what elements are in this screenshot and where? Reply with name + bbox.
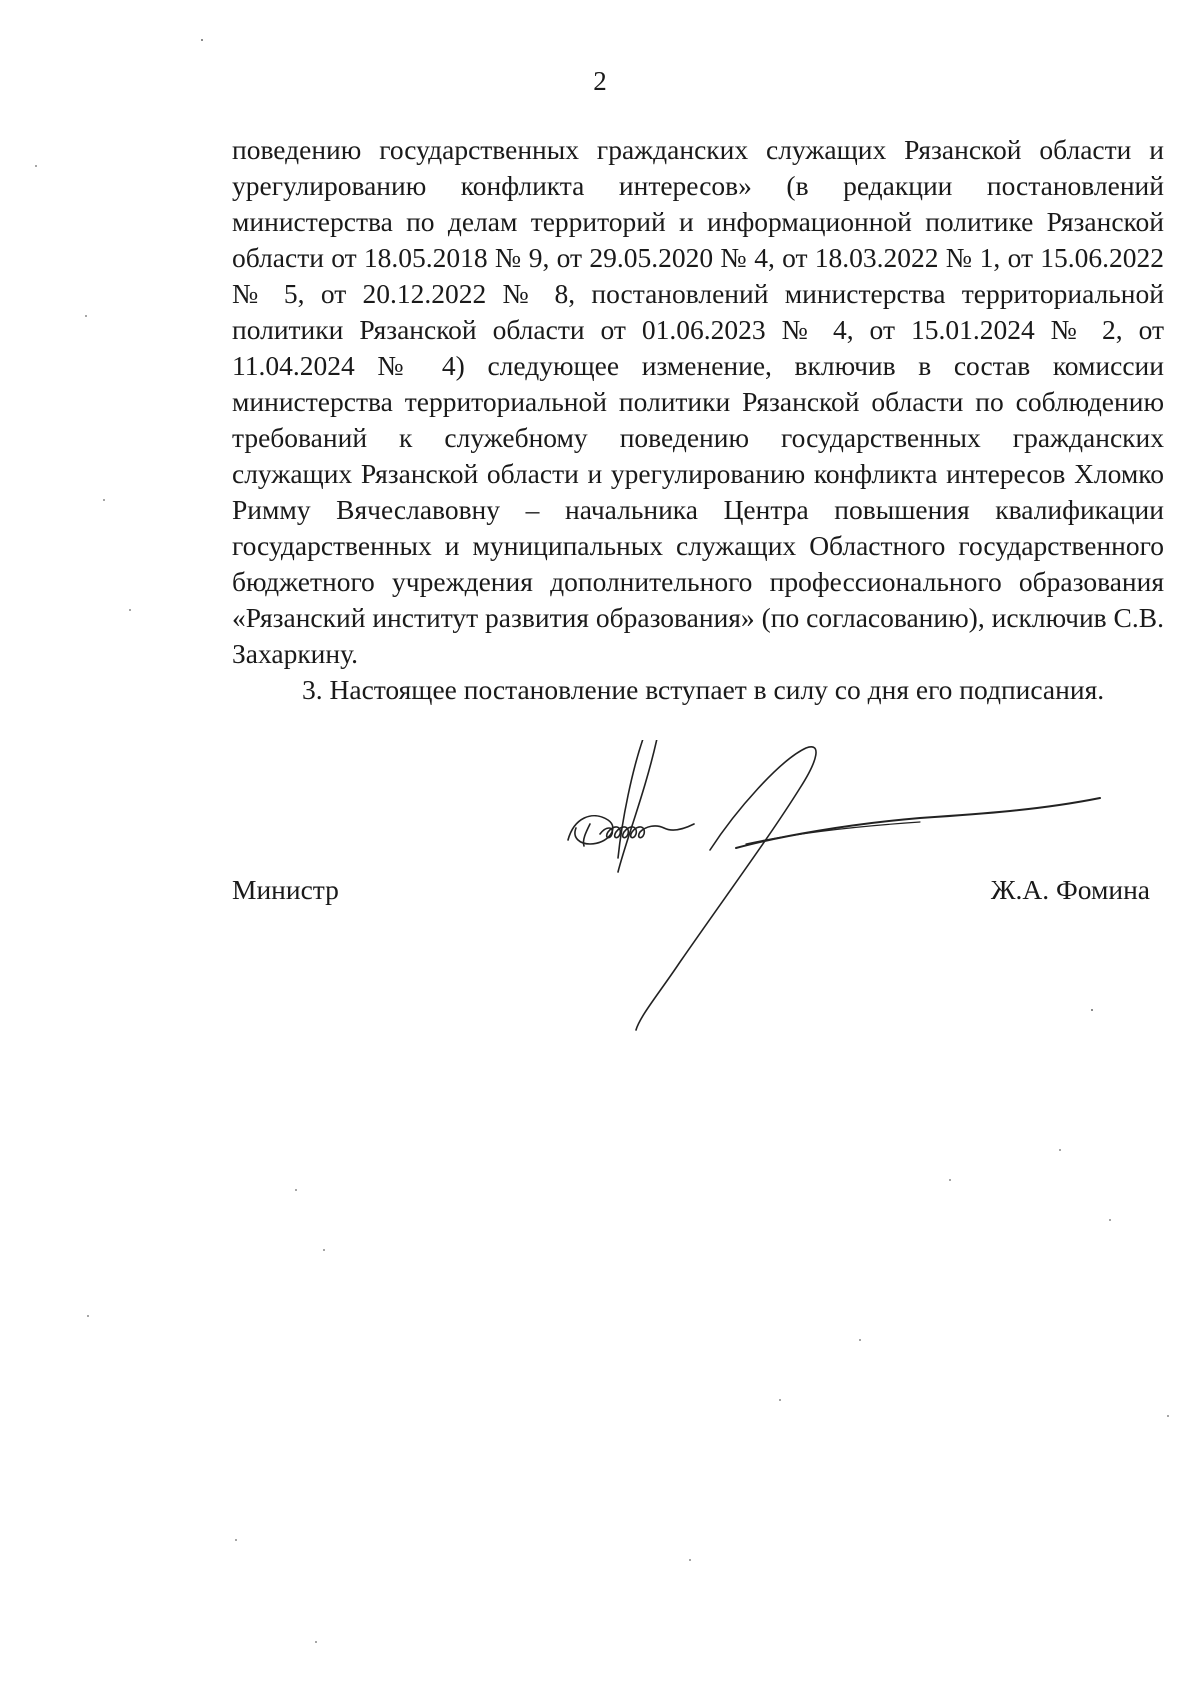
signatory-name: Ж.А. Фомина — [990, 874, 1150, 905]
signatory-title: Министр — [232, 874, 339, 905]
page-number: 2 — [593, 66, 607, 96]
paragraph-continuation: поведению государственных гражданских служащих Рязанской области и урегулированию конфликта интересов» (в редакции постановлений министерства по делам территорий и информационной политике Рязанской области от 18.05.2018 № 9, от 29.05.2020 № 4, от 18.03.2022 № 1, от 15.06.2022 № 5, от 20.12.2022 № 8, постановлений министерства территориальной политики Рязанской области от 01.06.2023 № 4, от 15.01.2024 № 2, от 11.04.2024 № 4) следующее изменение, включив в состав комиссии министерства территориальной политики Рязанской области по соблюдению требований к служебному поведению государственных гражданских служащих Рязанской области и урегулированию конфликта интересов Хломко Римму Вячеславовну – начальника Центра повышения квалификации государственных и муниципальных служащих Областного государственного бюджетного учреждения дополнительного профессионального образования «Рязанский институт развития образования» (по согласованию), исключив С.В. Захаркину. — [232, 134, 1164, 669]
paragraph-item-3: 3. Настоящее постановление вступает в силу со дня его подписания. — [302, 674, 1105, 705]
